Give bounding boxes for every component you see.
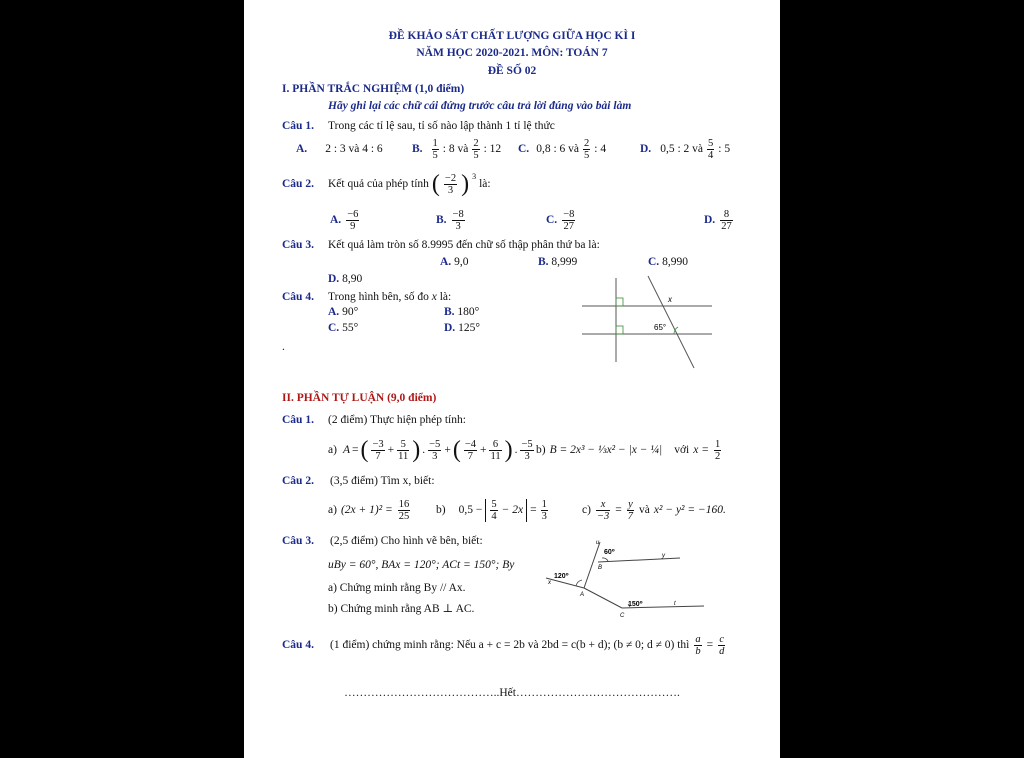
part1-title: I. PHẦN TRẮC NGHIỆM (1,0 điểm): [282, 83, 465, 95]
q4-option-a: A. 90°: [328, 306, 359, 318]
label-u: u: [596, 540, 600, 546]
q3-option-c: C. 8,990: [648, 256, 688, 268]
q4-option-d: D. 125°: [444, 322, 480, 334]
p2-q4-statement: (1 điểm) chứng minh rằng: Nếu a + c = 2b và 2bd = c(b + d); (b ≠ 0; d ≠ 0) thì $\frac{a}{b}$ = $\frac{c}{d}$: [330, 633, 725, 657]
label-60: 60⁰: [604, 549, 615, 556]
p2-q1-label: Câu 1.: [282, 414, 314, 426]
label-y: y: [662, 553, 665, 559]
p2-q2-label: Câu 2.: [282, 475, 314, 487]
label-A: A: [580, 592, 585, 598]
label-150: 150⁰: [628, 601, 643, 608]
q4-text: Trong hình bên, số đo x là:: [328, 291, 452, 303]
label-C: C: [620, 613, 625, 619]
q2-label: Câu 2.: [282, 178, 314, 190]
q1-option-d: D. 0,5 : 2 và $\frac{5}{4}$ : 5: [640, 137, 731, 161]
end-marker: …………………………………..Hết…………………………………….: [344, 687, 680, 699]
p2-q3-figure: [540, 536, 716, 622]
p2-q3-text: (2,5 điểm) Cho hình vẽ bên, biết:: [330, 535, 483, 547]
q3-text: Kết quả làm tròn số 8.9995 đến chữ số thập phân thứ ba là:: [328, 239, 600, 251]
p2-q1-text: (2 điểm) Thực hiện phép tính:: [328, 414, 466, 426]
q4-option-b: B. 180°: [444, 306, 480, 318]
arc-120: [576, 580, 582, 586]
q4-right-angle-bottom: [616, 326, 623, 334]
arc-60: [602, 558, 608, 561]
part2-title: II. PHẦN TỰ LUẬN (9,0 điểm): [282, 392, 437, 404]
p2-q2-c: c) $\frac{x}{-3}$ = $\frac{y}{7}$ và x² − y² = −160.: [582, 498, 726, 522]
q4-option-c: C. 55°: [328, 322, 359, 334]
q3-option-b: B. 8,999: [538, 256, 578, 268]
p2-q2-a: a) (2x + 1)² = $\frac{16}{25}$: [328, 498, 410, 522]
p2-q2-b: b) 0,5 − $\frac{5}{4}$ − 2x = $\frac{1}{3}$: [436, 498, 547, 522]
q1-option-c: C. 0,8 : 6 và $\frac{2}{5}$ : 4: [518, 137, 607, 161]
exam-number: ĐỀ SỐ 02: [487, 65, 537, 77]
label-B: B: [598, 565, 603, 571]
label-120: 120⁰: [554, 573, 569, 580]
q4-label-x: x: [668, 295, 672, 304]
line-AC: [584, 588, 622, 608]
q4-figure: [578, 274, 718, 370]
p2-q3-part-a: a) Chứng minh rằng By // Ax.: [328, 582, 466, 594]
q4-label-65: 65°: [654, 323, 667, 332]
q2-text: Kết quả của phép tính ( $\frac{-2}{3}$ ) 3 là:: [328, 171, 491, 197]
exam-year-subject: NĂM HỌC 2020-2021. MÔN: TOÁN 7: [416, 47, 608, 59]
q4-right-angle-top: [616, 298, 623, 306]
p2-q2-text: (3,5 điểm) Tìm x, biết:: [330, 475, 435, 487]
stray-dot: .: [282, 341, 285, 353]
p2-q1-a-expr: a) A = ( $\frac{-3}{7}$ + $\frac{5}{11}$ ) . $\frac{-5}{3}$ + ( $\frac{-4}{7}$ + $\frac{6}{11}$ ) . $\frac{-5}{3}$: [328, 437, 533, 463]
p2-q3-part-b: b) Chứng minh rằng AB ⊥ AC.: [328, 603, 475, 615]
q2-option-b: B. $\frac{-8}{3}$: [436, 208, 464, 232]
part1-instruction: Hãy ghi lại các chữ cái đứng trước câu trả lời đúng vào bài làm: [328, 100, 632, 112]
q1-label: Câu 1.: [282, 120, 314, 132]
q4-label: Câu 4.: [282, 291, 314, 303]
p2-q3-label: Câu 3.: [282, 535, 314, 547]
label-t: t: [674, 601, 676, 607]
q3-option-a: A. 9,0: [440, 256, 469, 268]
p2-q4-label: Câu 4.: [282, 639, 314, 651]
q2-option-c: C. $\frac{-8}{27}$: [546, 208, 575, 232]
q2-option-a: A. $\frac{-6}{9}$: [330, 208, 359, 232]
q3-option-d: D. 8,90: [328, 273, 363, 285]
q1-text: Trong các tỉ lệ sau, tỉ số nào lập thành 1 tỉ lệ thức: [328, 120, 555, 132]
label-x: x: [548, 580, 551, 586]
exam-page: [244, 0, 780, 758]
q1-option-a: A. 2 : 3 và 4 : 6: [296, 143, 383, 155]
q4-transversal: [648, 276, 694, 368]
line-By: [598, 558, 680, 562]
q1-option-b: B. $\frac{1}{5}$ : 8 và $\frac{2}{5}$ : 12: [412, 137, 502, 161]
exam-title: ĐỀ KHẢO SÁT CHẤT LƯỢNG GIỮA HỌC KÌ I: [388, 30, 636, 42]
q3-label: Câu 3.: [282, 239, 314, 251]
p2-q1-b-expr: b) B = 2x³ − ⅓x² − |x − ¼| với x = $\frac{1}{2}$: [536, 438, 721, 462]
q2-option-d: D. $\frac{8}{27}$: [704, 208, 732, 232]
p2-q3-given: uBy = 60°, BAx = 120°; ACt = 150°; By: [328, 559, 515, 571]
